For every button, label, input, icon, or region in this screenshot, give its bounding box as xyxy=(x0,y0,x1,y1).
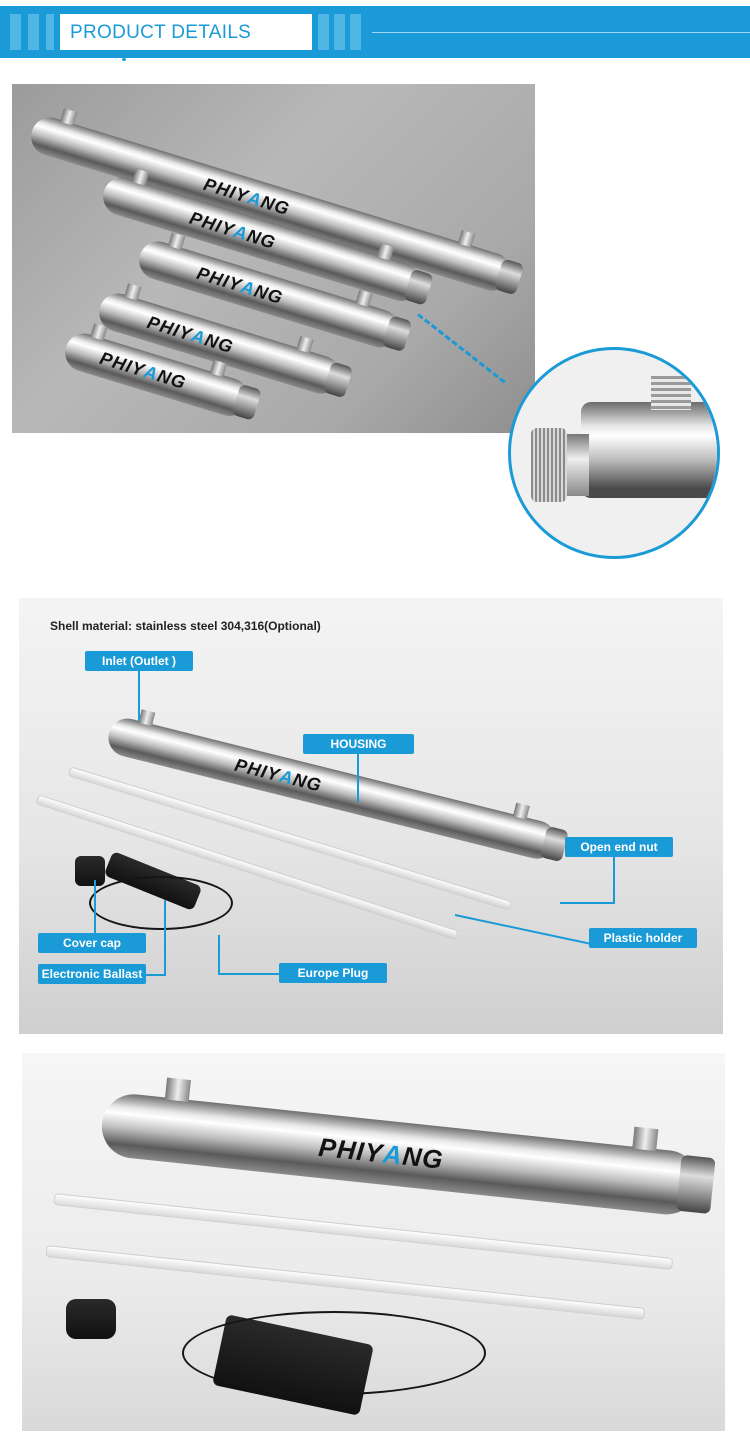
leader-plug-v xyxy=(218,935,220,975)
brand-logo: PHIYANG xyxy=(317,1131,446,1175)
kit-contents-photo xyxy=(22,1053,725,1431)
leader-inlet xyxy=(138,671,140,721)
header-dot xyxy=(122,58,126,61)
title-box xyxy=(60,14,312,50)
brand-logo: PHIYANG xyxy=(144,312,236,358)
label-plastic-holder: Plastic holder xyxy=(589,928,697,948)
product-family-photo xyxy=(12,84,535,433)
header-stripes-left xyxy=(8,14,48,50)
section-header xyxy=(0,6,750,58)
label-electronic-ballast: Electronic Ballast xyxy=(38,964,146,984)
leader-open-end-nut xyxy=(613,857,615,903)
brand-logo: PHIYANG xyxy=(194,262,286,309)
leader-ballast-v xyxy=(164,900,166,976)
label-europe-plug: Europe Plug xyxy=(279,963,387,983)
cover-cap xyxy=(66,1299,116,1339)
label-open-end-nut: Open end nut xyxy=(565,837,673,857)
section-title: PRODUCT DETAILS xyxy=(70,22,252,43)
label-inlet-outlet: Inlet (Outlet ) xyxy=(85,651,193,671)
shell-material-caption: Shell material: stainless steel 304,316(Optional) xyxy=(50,619,321,633)
label-cover-cap: Cover cap xyxy=(38,933,146,953)
zoom-housing xyxy=(581,402,720,498)
leader-open-end-nut-h xyxy=(560,902,615,904)
header-divider-line xyxy=(372,32,750,33)
leader-cover-cap xyxy=(94,880,96,933)
cover-cap xyxy=(75,856,105,886)
leader-ballast-h xyxy=(146,974,166,976)
sterilizer-housing-large xyxy=(99,1091,702,1217)
header-stripes-right xyxy=(316,14,366,50)
end-cap-zoom xyxy=(508,347,720,559)
brand-logo: PHIYANG xyxy=(201,174,293,220)
brand-logo: PHIYANG xyxy=(187,207,279,253)
brand-logo: PHIYANG xyxy=(97,347,189,394)
zoom-knurled-nut xyxy=(531,428,567,502)
power-cord xyxy=(182,1311,486,1395)
zoom-thread-port xyxy=(651,376,691,410)
leader-plug-h xyxy=(218,973,280,975)
power-cord xyxy=(89,876,233,930)
sterilizer-tube-xl xyxy=(26,113,515,296)
label-housing: HOUSING xyxy=(303,734,414,754)
leader-housing xyxy=(357,754,359,802)
brand-logo: PHIYANG xyxy=(232,754,324,796)
